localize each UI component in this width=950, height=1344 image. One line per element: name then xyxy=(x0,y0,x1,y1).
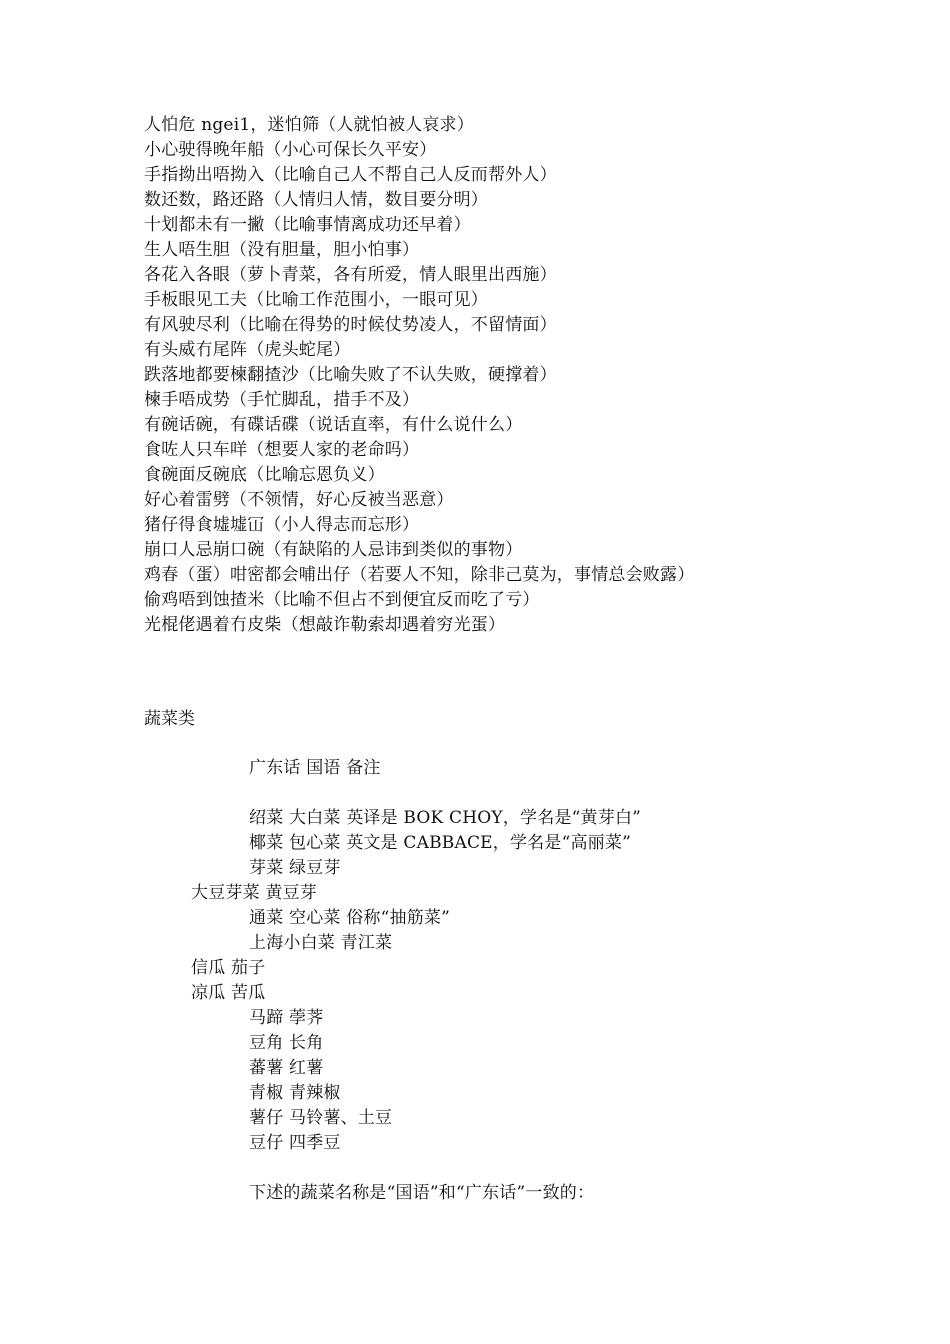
proverb-list xyxy=(144,113,924,638)
proverb-line: 食咗人只车咩（想要人家的老命吗） xyxy=(144,440,420,460)
glossary-row: 上海小白菜 青江菜 xyxy=(249,933,393,953)
proverb-line: 有碗话碗，有碟话碟（说话直率，有什么说什么） xyxy=(144,415,523,435)
spacer xyxy=(0,781,950,806)
glossary-row: 凉瓜 苦瓜 xyxy=(191,983,266,1003)
spacer xyxy=(0,1156,950,1181)
glossary-row: 马蹄 荸荠 xyxy=(249,1008,324,1028)
glossary-row: 豆仔 四季豆 xyxy=(249,1133,341,1153)
glossary-footer-note: 下述的蔬菜名称是“国语”和“广东话”一致的： xyxy=(249,1183,595,1203)
proverb-line: 偷鸡唔到蚀揸米（比喻不但占不到便宜反而吃了亏） xyxy=(144,590,540,610)
glossary-row: 绍菜 大白菜 英译是 BOK CHOY，学名是“黄芽白” xyxy=(249,808,642,828)
proverb-line: 有风驶尽利（比喻在得势的时候仗势凌人，不留情面） xyxy=(144,315,557,335)
vegetable-glossary xyxy=(0,756,950,1206)
proverb-line: 数还数，路还路（人情归人情，数目要分明） xyxy=(144,190,488,210)
proverb-line: 光棍佬遇着冇皮柴（想敲诈勒索却遇着穷光蛋） xyxy=(144,615,506,635)
proverb-line: 人怕危 ngei1，迷怕筛（人就怕被人哀求） xyxy=(144,115,474,135)
proverb-line: 手指拗出唔拗入（比喻自己人不帮自己人反而帮外人） xyxy=(144,165,557,185)
proverb-line: 崩口人忌崩口碗（有缺陷的人忌讳到类似的事物） xyxy=(144,540,523,560)
proverb-line: 有头威冇尾阵（虎头蛇尾） xyxy=(144,340,351,360)
proverb-line: 食碗面反碗底（比喻忘恩负义） xyxy=(144,465,385,485)
proverb-line: 各花入各眼（萝卜青菜，各有所爱，情人眼里出西施） xyxy=(144,265,557,285)
glossary-row: 豆角 长角 xyxy=(249,1033,324,1053)
proverb-line: 好心着雷劈（不领情，好心反被当恶意） xyxy=(144,490,454,510)
glossary-row: 芽菜 绿豆芽 xyxy=(249,858,341,878)
glossary-row: 椰菜 包心菜 英文是 CABBACE，学名是“高丽菜” xyxy=(249,833,631,853)
proverb-line: 十划都未有一撇（比喻事情离成功还早着） xyxy=(144,215,471,235)
proverb-line: 跌落地都要楝翻揸沙（比喻失败了不认失败，硬撑着） xyxy=(144,365,557,385)
glossary-row: 大豆芽菜 黄豆芽 xyxy=(191,883,318,903)
glossary-header: 广东话 国语 备注 xyxy=(249,758,381,778)
proverb-line: 猪仔得食墟墟冚（小人得志而忘形） xyxy=(144,515,420,535)
proverb-line: 小心驶得晚年船（小心可保长久平安） xyxy=(144,140,437,160)
glossary-row: 青椒 青辣椒 xyxy=(249,1083,341,1103)
proverb-line: 手板眼见工夫（比喻工作范围小，一眼可见） xyxy=(144,290,488,310)
proverb-line: 生人唔生胆（没有胆量，胆小怕事） xyxy=(144,240,420,260)
glossary-row: 信瓜 茄子 xyxy=(191,958,266,978)
section-title-vegetables: 蔬菜类 xyxy=(144,709,195,729)
glossary-row: 通菜 空心菜 俗称“抽筋菜” xyxy=(249,908,450,928)
proverb-line: 鸡春（蛋）咁密都会哺出仔（若要人不知，除非己莫为，事情总会败露） xyxy=(144,565,695,585)
proverb-line: 楝手唔成势（手忙脚乱，措手不及） xyxy=(144,390,420,410)
glossary-row: 薯仔 马铃薯、土豆 xyxy=(249,1108,393,1128)
glossary-row: 蕃薯 红薯 xyxy=(249,1058,324,1078)
